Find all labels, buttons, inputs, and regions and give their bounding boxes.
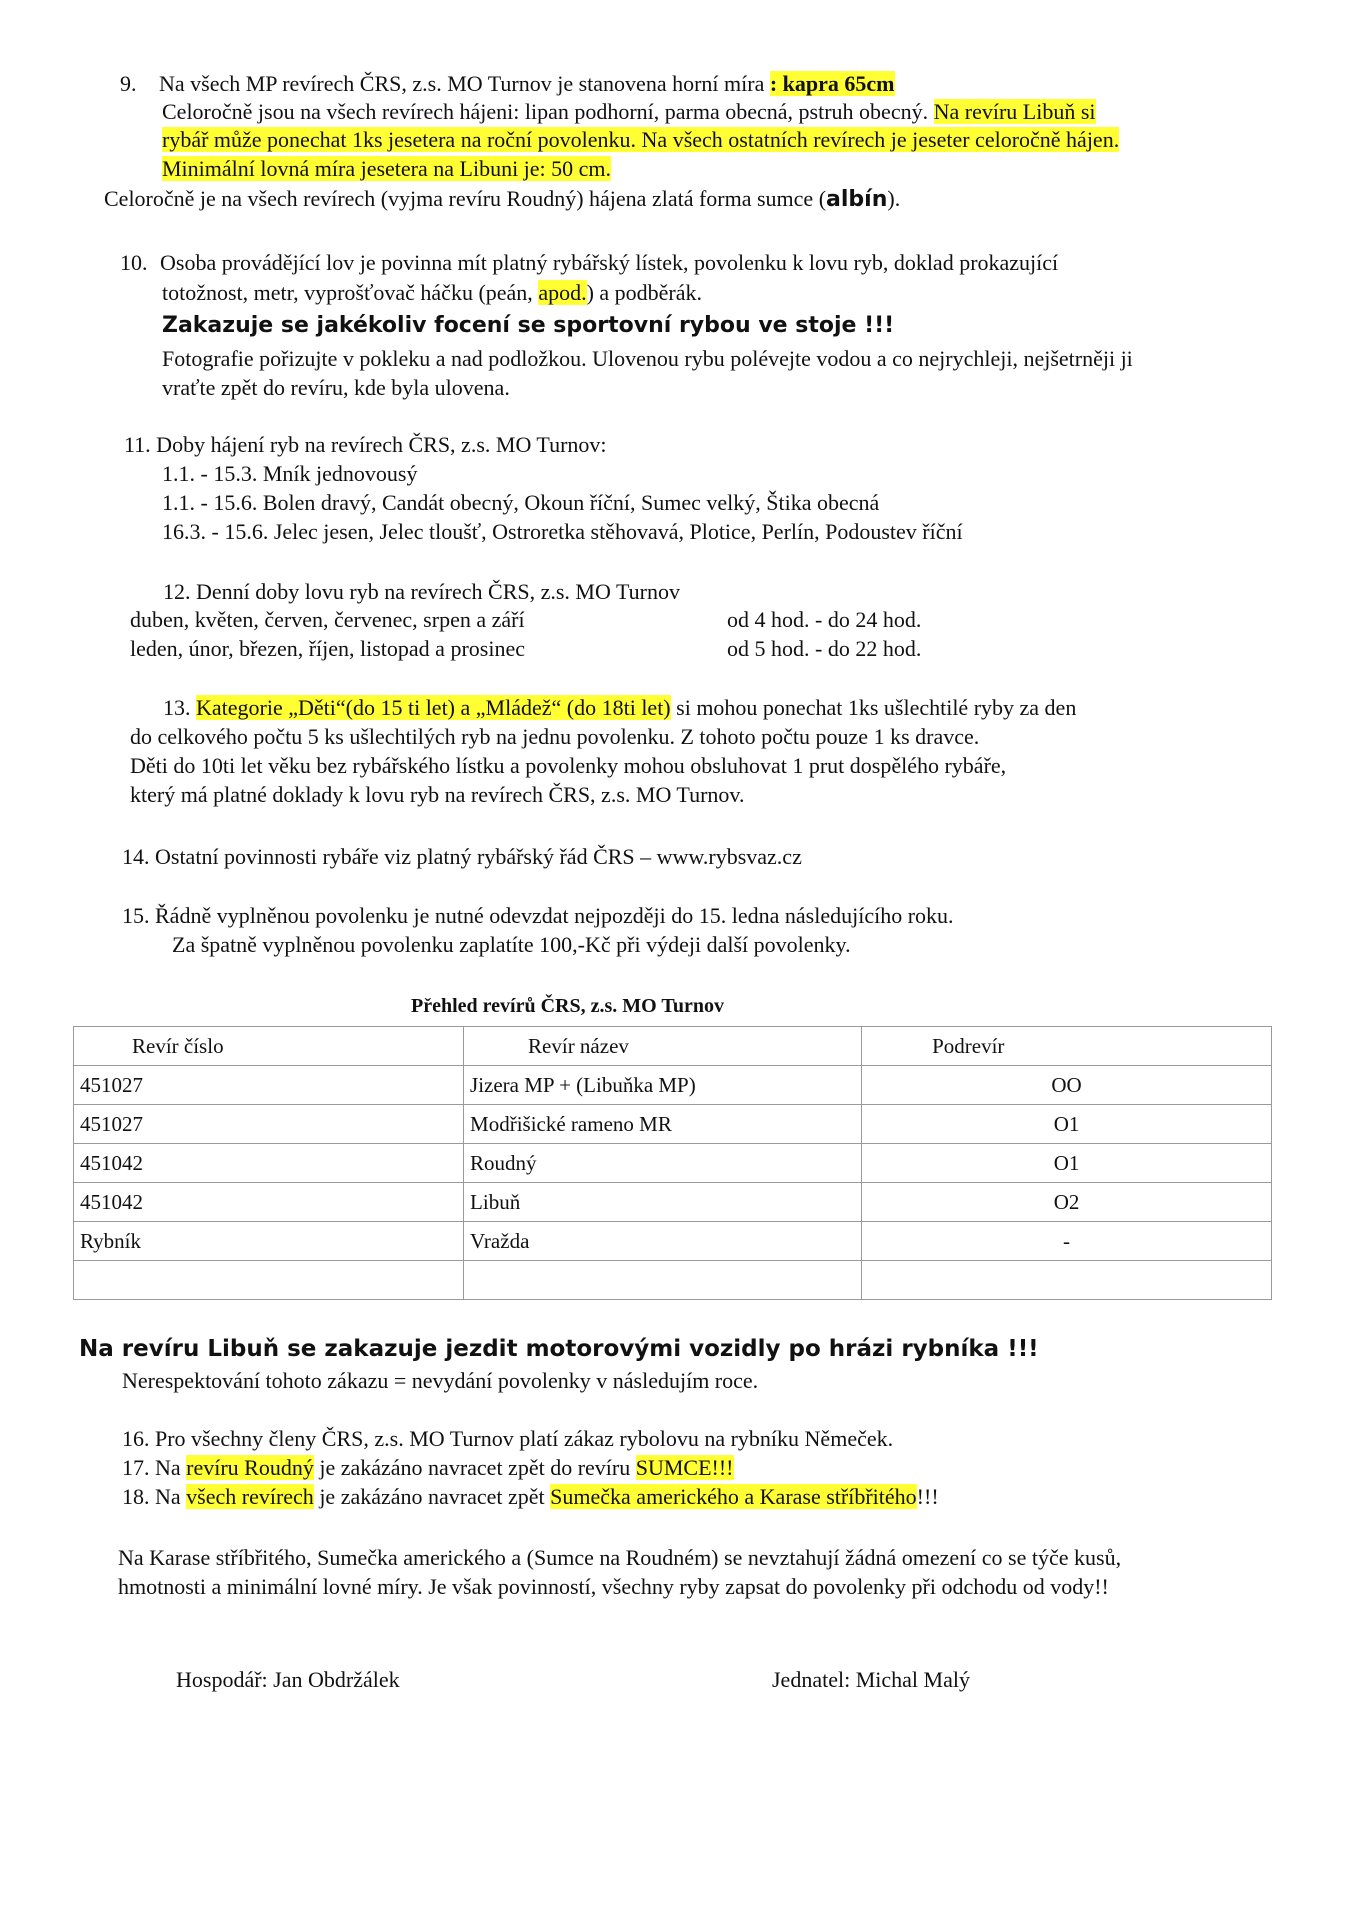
table-row: [74, 1144, 1272, 1183]
fishing-hours-time-1: od 4 hod. - do 24 hod.: [727, 607, 922, 632]
item-9-line-2: Celoročně jsou na všech revírech hájeni: lipan podhorní, parma obecná, pstruh obecný. Na revíru Libuň si: [162, 99, 1096, 124]
table-header-row: [74, 1027, 1272, 1066]
item-10-line-4: vraťte zpět do revíru, kde byla ulovena.: [162, 375, 510, 400]
closing-line-1: Na Karase stříbřitého, Sumečka amerického a (Sumce na Roudném) se nevztahují žádná omezení co se týče kusů,: [118, 1545, 1122, 1570]
libun-vehicle-note: Nerespektování tohoto zákazu = nevydání povolenky v následujím roce.: [122, 1368, 759, 1393]
cell-revir-cislo: 451042: [74, 1144, 464, 1183]
closed-season-row-2: 1.1. - 15.6. Bolen dravý, Candát obecný, Okoun říční, Sumec velký, Štika obecná: [162, 490, 880, 515]
cell-podrevir: [862, 1261, 1272, 1300]
item-10-line-3: Fotografie pořizujte v pokleku a nad podložkou. Ulovenou rybu polévejte vodou a co nejrychleji, nejšetrněji ji: [162, 346, 1133, 371]
closing-line-2: hmotnosti a minimální lovné míry. Je však povinností, všechny ryby zapsat do povolenky při odchodu od vody!!: [118, 1574, 1109, 1599]
item-9-line-3: rybář může ponechat 1ks jesetera na roční povolenku. Na všech ostatních revírech je jeseter celoročně hájen.: [162, 127, 1120, 152]
cell-podrevir: OO: [862, 1066, 1272, 1105]
item-14: 14. Ostatní povinnosti rybáře viz platný rybářský řád ČRS – www.rybsvaz.cz: [122, 844, 802, 869]
cell-podrevir: -: [862, 1222, 1272, 1261]
item-12-title: 12. Denní doby lovu ryb na revírech ČRS, z.s. MO Turnov: [163, 579, 680, 604]
col-header-revir-nazev: Revír název: [464, 1027, 862, 1066]
item-15-line-2: Za špatně vyplněnou povolenku zaplatíte 100,-Kč při výdeji další povolenky.: [172, 932, 851, 957]
item-11-title: 11. Doby hájení ryb na revírech ČRS, z.s. MO Turnov:: [124, 432, 607, 457]
item-9-line-1: 9. Na všech MP revírech ČRS, z.s. MO Turnov je stanovena horní míra : kapra 65cm: [120, 71, 895, 96]
closed-season-row-1: 1.1. - 15.3. Mník jednovousý: [162, 461, 418, 486]
item-13-line-2: do celkového počtu 5 ks ušlechtilých ryb na jednu povolenku. Z tohoto počtu pouze 1 ks dravce.: [130, 724, 980, 749]
item-16: 16. Pro všechny členy ČRS, z.s. MO Turnov platí zákaz rybolovu na rybníku Němeček.: [122, 1426, 894, 1451]
cell-podrevir: O1: [862, 1105, 1272, 1144]
item-10-line-1: 10. Osoba provádějící lov je povinna mít platný rybářský lístek, povolenku k lovu ryb, doklad prokazující: [120, 250, 1059, 275]
cell-revir-cislo: 451042: [74, 1183, 464, 1222]
cell-revir-cislo: 451027: [74, 1105, 464, 1144]
youth-category-highlight: Kategorie „Děti“(do 15 ti let) a „Mládež“ (do 18ti let): [196, 695, 671, 720]
item-15-line-1: 15. Řádně vyplněnou povolenku je nutné odevzdat nejpozději do 15. ledna následujícího roku.: [122, 903, 954, 928]
item-10-line-2: totožnost, metr, vyprošťovač háčku (peán, apod.) a podběrák.: [162, 280, 703, 305]
cell-revir-cislo: 451027: [74, 1066, 464, 1105]
table-row: [74, 1261, 1272, 1300]
table-title: Přehled revírů ČRS, z.s. MO Turnov: [411, 995, 724, 1017]
cell-revir-nazev: Jizera MP + (Libuňka MP): [464, 1066, 862, 1105]
table-row: [74, 1183, 1272, 1222]
cell-podrevir: O1: [862, 1144, 1272, 1183]
cell-revir-nazev: Roudný: [464, 1144, 862, 1183]
cell-revir-nazev: Libuň: [464, 1183, 862, 1222]
col-header-revir-cislo: Revír číslo: [74, 1027, 464, 1066]
libun-vehicle-warning: Na revíru Libuň se zakazuje jezdit motorovými vozidly po hrázi rybníka !!!: [79, 1336, 1039, 1362]
fishing-hours-months-2: leden, únor, březen, říjen, listopad a prosinec: [130, 636, 525, 661]
item-13-line-1: 13. Kategorie „Děti“(do 15 ti let) a „Mládež“ (do 18ti let) si mohou ponechat 1ks ušlechtilé ryby za den: [163, 695, 1077, 720]
closed-season-row-3: 16.3. - 15.6. Jelec jesen, Jelec tloušť, Ostroretka stěhovavá, Plotice, Perlín, Podoustev říční: [162, 519, 963, 544]
item-9-line-4: Minimální lovná míra jesetera na Libuni je: 50 cm.: [162, 156, 612, 181]
cell-revir-cislo: [74, 1261, 464, 1300]
cell-revir-nazev: Modřišické rameno MR: [464, 1105, 862, 1144]
fishing-hours-months-1: duben, květen, červen, červenec, srpen a září: [130, 607, 525, 632]
signature-jednatel: Jednatel: Michal Malý: [772, 1667, 970, 1692]
photo-warning: Zakazuje se jakékoliv focení se sportovní rybou ve stoje !!!: [162, 313, 895, 338]
signature-hospodar: Hospodář: Jan Obdržálek: [176, 1667, 400, 1692]
cell-revir-nazev: [464, 1261, 862, 1300]
cell-podrevir: O2: [862, 1183, 1272, 1222]
kapra-limit-highlight: : kapra 65cm: [769, 71, 895, 96]
item-17: 17. Na revíru Roudný je zakázáno navracet zpět do revíru SUMCE!!!: [122, 1455, 734, 1480]
item-13-line-3: Děti do 10ti let věku bez rybářského lístku a povolenky mohou obsluhovat 1 prut dospělého rybáře,: [130, 753, 1007, 778]
albin-line: Celoročně je na všech revírech (vyjma revíru Roudný) hájena zlatá forma sumce (albín).: [104, 186, 901, 212]
table-row: [74, 1105, 1272, 1144]
col-header-podrevir: Podrevír: [862, 1027, 1272, 1066]
cell-revir-nazev: Vražda: [464, 1222, 862, 1261]
revir-table: [73, 1026, 1272, 1300]
fishing-hours-time-2: od 5 hod. - do 22 hod.: [727, 636, 922, 661]
cell-revir-cislo: Rybník: [74, 1222, 464, 1261]
item-18: 18. Na všech revírech je zakázáno navracet zpět Sumečka amerického a Karase stříbřitého!!!: [122, 1484, 939, 1509]
table-row: [74, 1066, 1272, 1105]
table-row: [74, 1222, 1272, 1261]
item-13-line-4: který má platné doklady k lovu ryb na revírech ČRS, z.s. MO Turnov.: [130, 782, 745, 807]
